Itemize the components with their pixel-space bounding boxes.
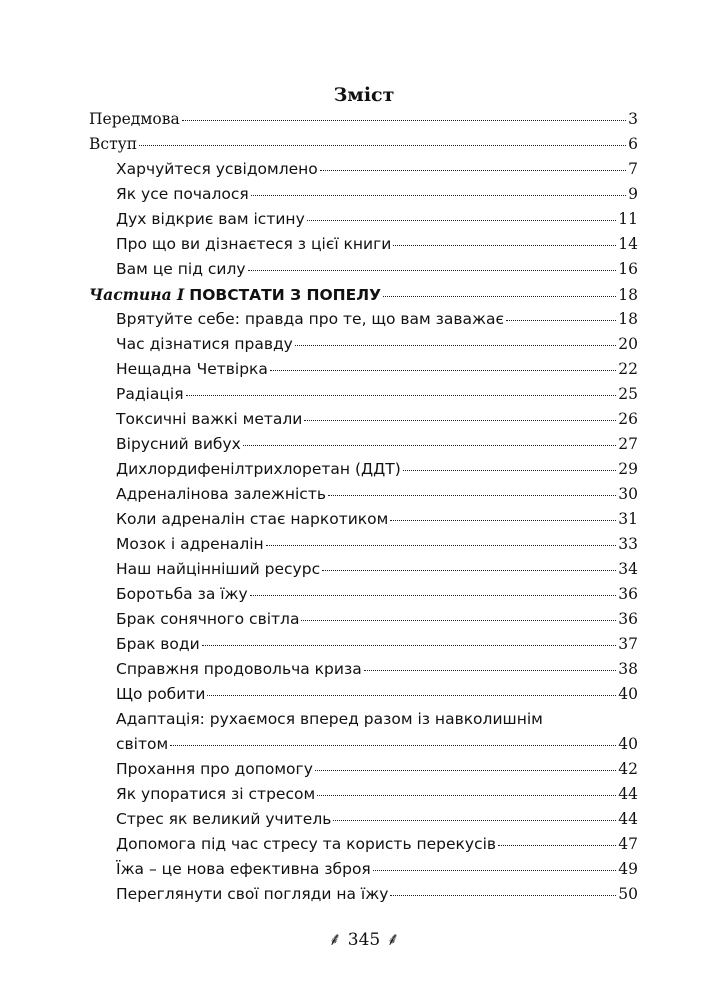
toc-page-number: 27 [618,435,638,453]
dot-leader [390,520,616,521]
toc-entry-label: Час дізнатися правду [116,335,293,353]
toc-entry-label: Врятуйте себе: правда про те, що вам заважає [116,310,505,328]
dot-leader [390,895,616,896]
dot-leader [373,870,617,871]
page-number: 345 [347,930,381,950]
toc-page-number: 50 [618,885,638,903]
dot-leader [170,745,616,746]
toc-entry-label: Переглянути свої погляди на їжу [116,885,389,903]
toc-page-number: 14 [618,235,638,253]
toc-entry[interactable] [89,557,638,582]
toc-entry[interactable] [89,782,638,807]
toc-page-number: 44 [618,785,638,803]
toc-page-number: 40 [618,685,638,703]
left-ornament-icon: ⸙ [328,929,342,950]
toc-entry-label: Стрес як великий учитель [116,810,332,828]
toc-entry-line [89,707,638,732]
toc-entry-label: Що робити [116,685,206,703]
toc-entry[interactable] [89,307,638,332]
dot-leader [266,545,617,546]
toc-page-number: 20 [618,335,638,353]
toc-entry[interactable] [89,232,638,257]
dot-leader [139,145,626,146]
dot-leader [393,245,616,246]
toc-page-number: 26 [618,410,638,428]
dot-leader [248,270,617,271]
table-of-contents [89,107,638,907]
toc-entry[interactable] [89,457,638,482]
dot-leader [383,296,616,297]
dot-leader [307,220,617,221]
toc-entry[interactable] [89,732,638,757]
toc-entry[interactable] [89,882,638,907]
dot-leader [328,495,616,496]
toc-page-number: 29 [618,460,638,478]
toc-entry-label [89,282,381,308]
dot-leader [250,595,617,596]
part-number: Частина I [89,285,185,304]
dot-leader [186,395,617,396]
toc-page-number: 37 [618,635,638,653]
toc-page-number: 30 [618,485,638,503]
toc-entry-label: Дух відкриє вам істину [116,210,305,228]
toc-entry[interactable] [89,807,638,832]
toc-page-number: 7 [628,160,638,178]
toc-page-number: 11 [618,210,638,228]
page-title: Зміст [333,84,395,106]
toc-page-number: 6 [628,135,638,153]
toc-entry[interactable] [89,832,638,857]
toc-entry-label: Адаптація: рухаємося вперед разом із навколишнім [116,710,543,728]
dot-leader [317,795,616,796]
toc-entry-label: Справжня продовольча криза [116,660,362,678]
toc-entry-label: Дихлордифенілтрихлоретан (ДДТ) [116,460,401,478]
toc-entry-label: Нещадна Четвірка [116,360,268,378]
toc-entry[interactable] [89,182,638,207]
dot-leader [333,820,616,821]
toc-entry[interactable] [89,257,638,282]
toc-entry[interactable] [89,432,638,457]
toc-entry-label: Передмова [89,110,180,128]
toc-entry[interactable] [89,532,638,557]
toc-page-number: 33 [618,535,638,553]
dot-leader [207,695,616,696]
toc-entry[interactable] [89,107,638,132]
toc-entry[interactable] [89,157,638,182]
toc-page-number: 18 [618,310,638,328]
toc-entry-label: Прохання про допомогу [116,760,313,778]
toc-entry-label: Боротьба за їжу [116,585,248,603]
toc-entry[interactable] [89,357,638,382]
toc-page-number: 42 [618,760,638,778]
toc-entry-label: Допомога під час стресу та користь перекусів [116,835,497,853]
dot-leader [320,170,626,171]
toc-entry-label: Радіація [116,385,184,403]
toc-entry[interactable] [89,282,638,307]
toc-page-number: 25 [618,385,638,403]
toc-page-number: 47 [618,835,638,853]
toc-entry[interactable] [89,682,638,707]
toc-entry-label: Брак сонячного світла [116,610,300,628]
toc-entry-label: Вірусний вибух [116,435,241,453]
dot-leader [295,345,616,346]
toc-entry[interactable] [89,757,638,782]
toc-entry[interactable] [89,482,638,507]
toc-entry-label: Наш найцінніший ресурс [116,560,321,578]
toc-entry[interactable] [89,407,638,432]
toc-entry-label: Харчуйтеся усвідомлено [116,160,318,178]
page-footer [0,927,728,951]
dot-leader [304,420,616,421]
dot-leader [364,670,617,671]
dot-leader [243,445,616,446]
dot-leader [506,320,616,321]
toc-entry-label: Коли адреналін стає наркотиком [116,510,389,528]
toc-entry[interactable] [89,632,638,657]
toc-page-number: 9 [628,185,638,203]
toc-entry-label: Вступ [89,135,138,153]
toc-entry-label: Мозок і адреналін [116,535,264,553]
dot-leader [301,620,616,621]
toc-entry-label: Як усе почалося [116,185,249,203]
toc-page-number: 3 [628,110,638,128]
toc-entry-label: світом [116,735,169,753]
toc-entry[interactable] [89,507,638,532]
toc-page-number: 49 [618,860,638,878]
toc-entry[interactable] [89,857,638,882]
toc-page-number: 38 [618,660,638,678]
dot-leader [270,370,616,371]
dot-leader [202,645,617,646]
toc-page-number: 34 [618,560,638,578]
toc-entry[interactable] [89,132,638,157]
toc-entry[interactable] [89,207,638,232]
dot-leader [322,570,616,571]
right-ornament-icon: ⸙ [386,929,400,950]
toc-entry-label: Як упоратися зі стресом [116,785,316,803]
dot-leader [251,195,626,196]
toc-page-number: 40 [618,735,638,753]
toc-entry-label: Їжа – це нова ефективна зброя [116,860,371,878]
toc-page-number: 16 [618,260,638,278]
toc-page-number: 31 [618,510,638,528]
part-title: ПОВСТАТИ З ПОПЕЛУ [189,286,382,304]
toc-entry-label: Про що ви дізнаєтеся з цієї книги [116,235,392,253]
toc-entry-label: Адреналінова залежність [116,485,326,503]
toc-entry[interactable] [89,607,638,632]
toc-entry-label: Токсичні важкі метали [116,410,303,428]
dot-leader [182,120,626,121]
toc-page-number: 22 [618,360,638,378]
toc-page-number: 44 [618,810,638,828]
toc-page-number: 36 [618,585,638,603]
toc-entry[interactable] [89,657,638,682]
dot-leader [498,845,616,846]
toc-entry[interactable] [89,582,638,607]
toc-entry[interactable] [89,332,638,357]
toc-page-number: 18 [618,286,638,304]
dot-leader [315,770,616,771]
toc-entry-label: Брак води [116,635,200,653]
toc-page-number: 36 [618,610,638,628]
toc-entry[interactable] [89,382,638,407]
dot-leader [403,470,617,471]
toc-entry-label: Вам це під силу [116,260,246,278]
